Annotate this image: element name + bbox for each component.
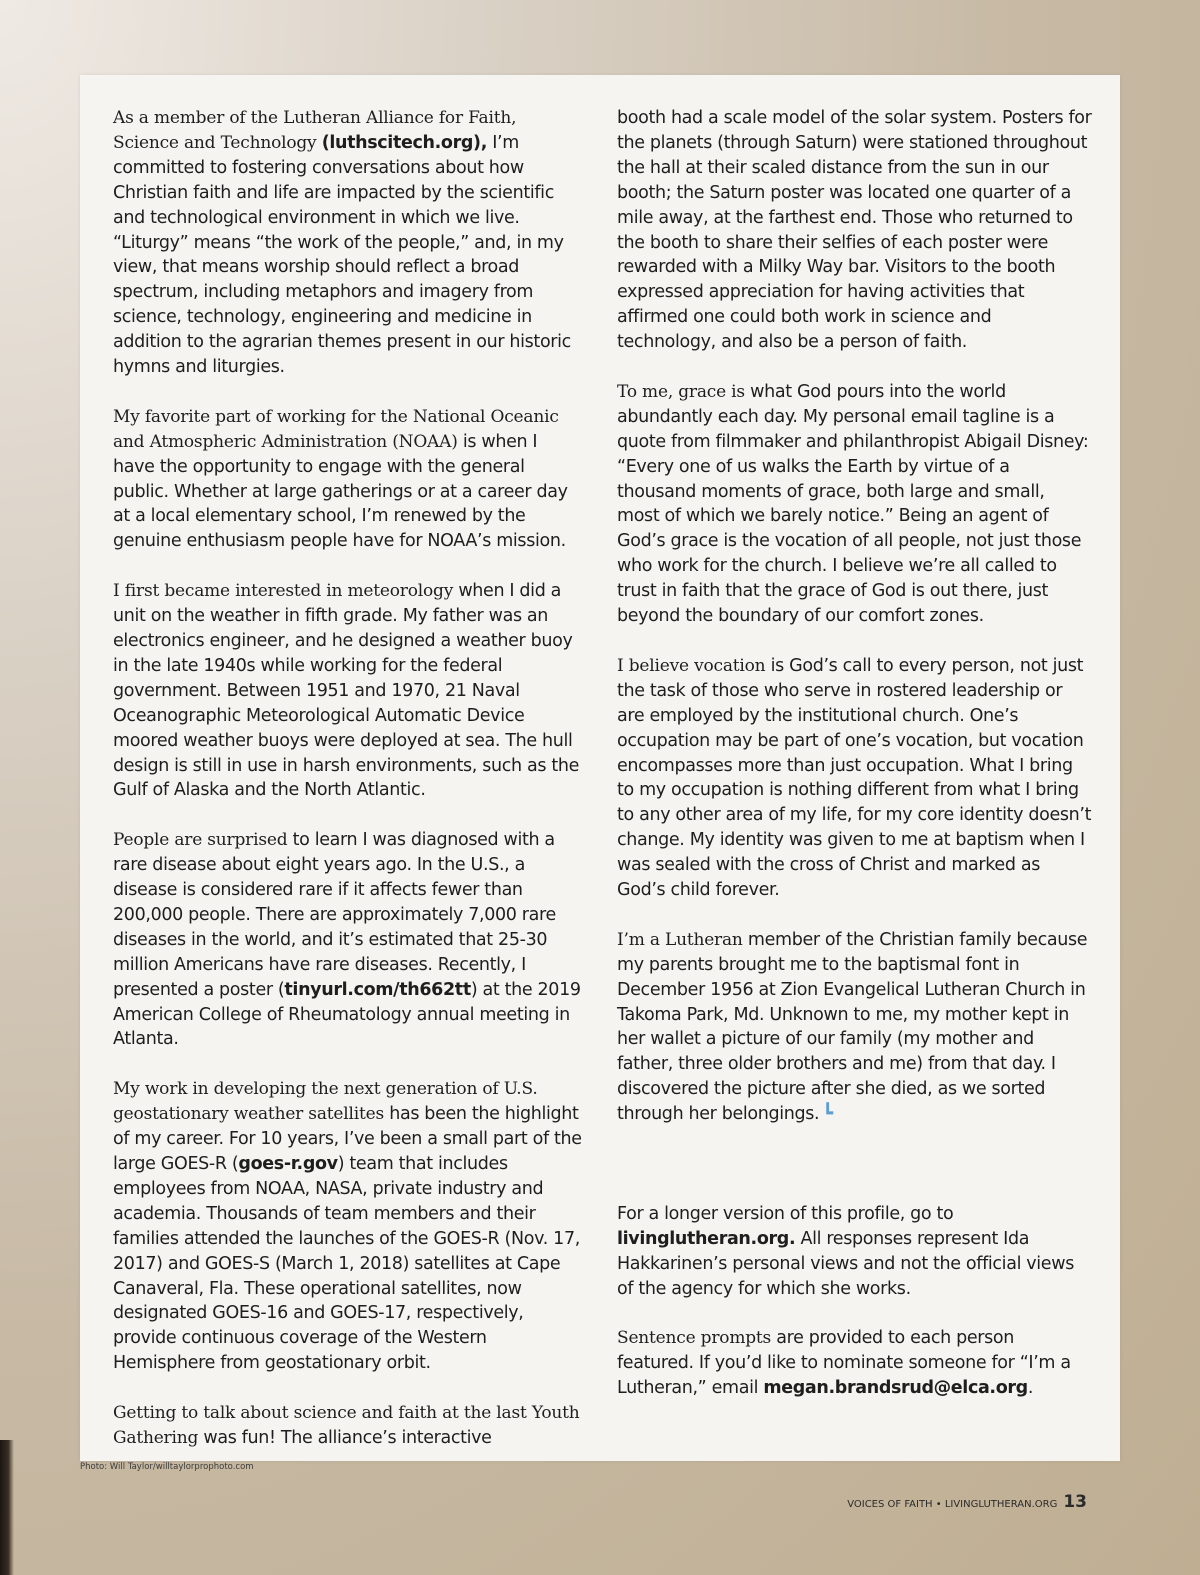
paragraph-vocation: I believe vocation is God’s call to every person, not just the task of those who serve in rostered leadership or are employed by the institutional church. One’s occupation may be part of one’s vocation, but vocation encompasses more than just occupation. What I bring to my occupation is nothing different from what I bring to any other area of my life, for my core identity doesn’t change. My identity was given to me at baptism when I was sealed with the cross of Christ and marked as God’s child forever.	[617, 655, 1092, 901]
paragraph-meteorology: I first became interested in meteorology when I did a unit on the weather in fifth grade. My father was an electronics engineer, and he designed a weather buoy in the late 1940s while working for the federal government. Between 1951 and 1970, 21 Naval Oceanographic Meteorological Automatic Device moored weather buoys were deployed at sea. The hull design is still in use in harsh environments, such as the Gulf of Alaska and the North Atlantic.	[113, 581, 579, 801]
page-number: 13	[1063, 1492, 1087, 1512]
paragraph-sentence-prompts: Sentence prompts are provided to each person featured. If you’d like to nominate someone for “I’m a Lutheran,” email megan.brandsrud@elca.org.	[617, 1328, 1071, 1399]
column-spacer	[617, 1152, 1092, 1202]
photo-credit: Photo: Will Taylor/willtaylorprophoto.com	[80, 1462, 254, 1472]
link-goes-r[interactable]: goes-r.gov	[238, 1154, 338, 1174]
link-livinglutheran[interactable]: livinglutheran.org.	[617, 1228, 796, 1249]
paragraph-youth-gathering: Getting to talk about science and faith at the last Youth Gathering was fun! The alliance’s interactive	[113, 1403, 580, 1448]
right-column	[617, 106, 1092, 1426]
paragraph-luthscitech: As a member of the Lutheran Alliance for Faith, Science and Technology (luthscitech.org), I’m committed to fostering conversations about how Christian faith and life are impacted by the scientific and technological environment in which we live. “Liturgy” means “the work of the people,” and, in my view, that means worship should reflect a broad spectrum, including metaphors and imagery from science, technology, engineering and medicine in addition to the agrarian themes present in our historic hymns and liturgies.	[113, 108, 571, 378]
left-column	[113, 106, 583, 1476]
paragraph-goes: My work in developing the next generation of U.S. geostationary weather satellites has been the highlight of my career. For 10 years, I’ve been a small part of the large GOES-R (goes-r.gov) team that includes employees from NOAA, NASA, private industry and academia. Thousands of team members and their families attended the launches of the GOES-R (Nov. 17, 2017) and GOES-S (March 1, 2018) satellites at Cape Canaveral, Fla. These operational satellites, now designated GOES-16 and GOES-17, respectively, provide continuous coverage of the Western Hemisphere from geostationary orbit.	[113, 1079, 582, 1374]
article-panel	[80, 75, 1120, 1461]
link-luthscitech[interactable]: (luthscitech.org),	[321, 132, 487, 153]
end-mark-icon: ┗	[822, 1103, 834, 1125]
page-footer	[847, 1492, 1087, 1512]
paragraph-grace: To me, grace is what God pours into the world abundantly each day. My personal email tagline is a quote from filmmaker and philanthropist Abigail Disney: “Every one of us walks the Earth by virtue of a thousand moments of grace, both large and small, most of which we barely notice.” Being an agent of God’s grace is the vocation of all people, not just those who work for the church. I believe we’re all called to trust in faith that the grace of God is out there, just beyond the boundary of our comfort zones.	[617, 381, 1089, 627]
link-tinyurl[interactable]: tinyurl.com/th662tt	[284, 979, 471, 1000]
footer-section-label: VOICES OF FAITH • LIVINGLUTHERAN.ORG	[847, 1499, 1058, 1510]
paragraph-longer-version: For a longer version of this profile, go to livinglutheran.org. All responses represent Ida Hakkarinen’s personal views and not the official views of the agency for which she works.	[617, 1203, 1074, 1299]
paragraph-noaa: My favorite part of working for the National Oceanic and Atmospheric Administration (NOAA) is when I have the opportunity to engage with the general public. Whether at large gatherings or at a career day at a local elementary school, I’m renewed by the genuine enthusiasm people have for NOAA’s mission.	[113, 406, 568, 552]
link-email[interactable]: megan.brandsrud@elca.org	[763, 1378, 1028, 1399]
background-edge	[0, 1440, 14, 1575]
paragraph-rare-disease: People are surprised to learn I was diagnosed with a rare disease about eight years ago. In the U.S., a disease is considered rare if it affects fewer than 200,000 people. There are approximately 7,000 rare diseases in the world, and it’s estimated that 25-30 million Americans have rare diseases. Recently, I presented a poster (tinyurl.com/th662tt) at the 2019 American College of Rheumatology annual meeting in Atlanta.	[113, 830, 581, 1050]
paragraph-lutheran: I’m a Lutheran member of the Christian family because my parents brought me to the baptismal font in December 1956 at Zion Evangelical Lutheran Church in Takoma Park, Md. Unknown to me, my mother kept in her wallet a picture of our family (my mother and father, three older brothers and me) from that day. I discovered the picture after she died, as we sorted through her belongings. ┗	[617, 928, 1092, 1127]
paragraph-booth: booth had a scale model of the solar system. Posters for the planets (through Saturn) were stationed throughout the hall at their scaled distance from the sun in our booth; the Saturn poster was located one quarter of a mile away, at the farthest end. Those who returned to the booth to share their selfies of each poster were rewarded with a Milky Way bar. Visitors to the booth expressed appreciation for having activities that affirmed one could both work in science and technology, and also be a person of faith.	[617, 108, 1092, 353]
